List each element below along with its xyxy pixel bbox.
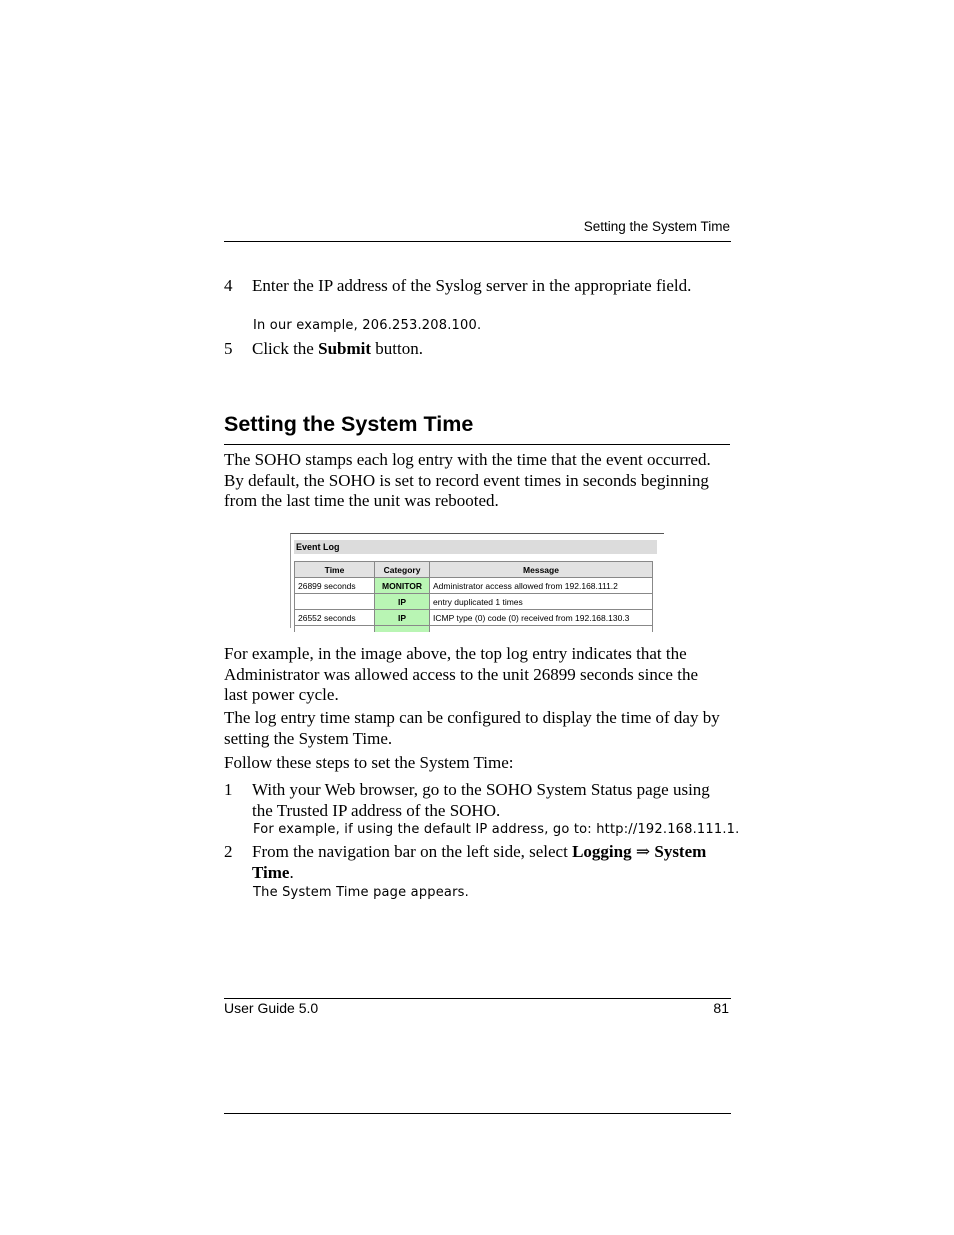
timestamp-paragraph: The log entry time stamp can be configured to display the time of day by setting the System Time. — [224, 708, 720, 748]
column-header-category: Category — [375, 562, 430, 578]
table-row — [295, 594, 653, 610]
section-title: Setting the System Time — [224, 412, 474, 436]
step-note: For example, if using the default IP address, go to: http://192.168.111.1. — [253, 822, 740, 837]
message-cell: entry duplicated 1 times — [430, 594, 653, 610]
step-text: From the navigation bar on the left side, select Logging ⇒ System Time. — [252, 842, 707, 882]
step-text: Click the Submit button. — [252, 339, 423, 358]
step-5 — [224, 338, 730, 359]
arrow-icon: ⇒ — [631, 842, 655, 861]
event-log-title: Event Log — [294, 540, 657, 554]
event-log-screenshot — [290, 533, 664, 628]
header-rule — [224, 241, 731, 242]
category-cell: IP — [375, 610, 430, 626]
step-1 — [224, 780, 730, 821]
message-cell: Administrator access allowed from 192.168.111.2 — [430, 578, 653, 594]
time-cell — [295, 594, 375, 610]
step-number: 1 — [224, 780, 233, 799]
footer-rule — [224, 998, 731, 999]
step-text: With your Web browser, go to the SOHO System Status page using the Trusted IP address of the SOHO. — [252, 780, 710, 820]
table-row — [295, 578, 653, 594]
category-cell: IP — [375, 594, 430, 610]
step-text: Enter the IP address of the Syslog server in the appropriate field. — [252, 276, 692, 295]
time-cell: 26899 seconds — [295, 578, 375, 594]
step-4 — [224, 275, 730, 296]
page-number: 81 — [713, 1000, 729, 1016]
step-number: 5 — [224, 339, 233, 358]
section-rule — [224, 444, 730, 445]
column-header-time: Time — [295, 562, 375, 578]
table-row-cut — [295, 626, 653, 633]
step-number: 4 — [224, 276, 233, 295]
step-2 — [224, 842, 730, 883]
footer-title: User Guide 5.0 — [224, 1000, 319, 1016]
bottom-rule — [224, 1113, 731, 1114]
step-note: In our example, 206.253.208.100. — [253, 318, 482, 333]
system-time-label: System Time — [252, 842, 707, 882]
message-cell: ICMP type (0) code (0) received from 192.168.130.3 — [430, 610, 653, 626]
intro-paragraph: The SOHO stamps each log entry with the time that the event occurred. By default, the SOHO is set to record event times in seconds beginning from the last time the unit was rebooted. — [224, 450, 711, 510]
logging-label: Logging — [572, 842, 632, 861]
example-paragraph: For example, in the image above, the top log entry indicates that the Administrator was allowed access to the unit 26899 seconds since the last power cycle. — [224, 644, 698, 704]
column-header-message: Message — [430, 562, 653, 578]
time-cell: 26552 seconds — [295, 610, 375, 626]
step-note: The System Time page appears. — [253, 885, 469, 900]
category-cell: MONITOR — [375, 578, 430, 594]
follow-steps-paragraph: Follow these steps to set the System Time: — [224, 753, 514, 772]
table-row — [295, 610, 653, 626]
event-log-table — [294, 561, 653, 632]
running-header: Setting the System Time — [583, 219, 730, 234]
step-number: 2 — [224, 842, 233, 861]
submit-label: Submit — [318, 339, 372, 358]
